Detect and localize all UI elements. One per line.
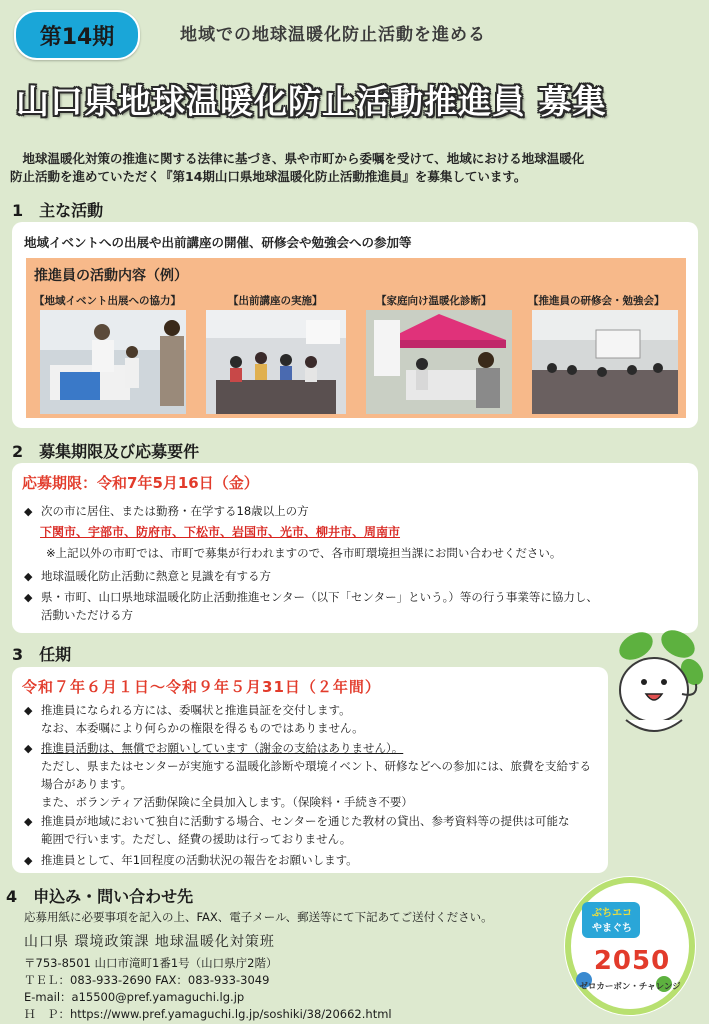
requirement-1-text: 次の市に居住、または勤務・在学する18歳以上の方 [41,504,309,518]
bullet-icon: ◆ [24,505,33,518]
section-4-heading: 4 申込み・問い合わせ先 [6,887,194,906]
logo-mid-text: やまぐち [592,923,632,934]
logo-top-text: ぶちエコ [592,908,632,919]
section-3-heading: 3 任期 [12,645,72,664]
photo-event [40,310,186,414]
bullet-icon: ◆ [24,591,33,604]
deadline: 応募期限：令和7年5月16日（金） [22,474,259,492]
photo-caption-diagnosis: 【家庭向け温暖化診断】 [376,295,492,307]
photo-caption-training: 【推進員の研修会・勉強会】 [528,295,665,307]
requirement-3-text-2: 活動いただける方 [41,608,133,622]
header-subtitle: 地域での地球温暖化防止活動を進める [180,25,486,45]
intro-line-2: 防止活動を進めていただく『第14期山口県地球温暖化防止活動推進員』を募集しています。 [10,169,527,184]
logo-year: 2050 [593,946,671,976]
office-tel-fax: ＴＥＬ：083-933-2690 FAX：083-933-3049 [24,973,270,987]
term-bullet-3-text-1: 推進員が地域において独自に活動する場合、センターを通じた教材の貸出、参考資料等の提供は可能な [41,814,570,828]
office-website[interactable]: Ｈ Ｐ：https://www.pref.yamaguchi.lg.jp/soshiki/38/20662.html [24,1007,392,1021]
examples-heading: 推進員の活動内容（例） [34,268,188,284]
photo-diagnosis [366,310,512,414]
requirement-2-text: 地球温暖化防止活動に熱意と見識を有する方 [41,569,271,583]
bullet-icon: ◆ [24,742,33,755]
bullet-icon: ◆ [24,704,33,717]
term-bullet-2-text-1: 推進員活動は、無償でお願いしています（謝金の支給はありません）。 [41,741,404,755]
photo-training [532,310,678,414]
requirement-3 [24,589,598,606]
term-bullet-2-text-4: また、ボランティア活動保険に全員加入します。（保険料・手続き不要） [41,795,413,809]
other-municipalities-note: ※上記以外の市町では、市町で募集が行われますので、各市町環境担当課にお問い合わせください。 [46,546,562,560]
section-2-heading: 2 募集期限及び応募要件 [12,442,200,461]
term-bullet-1-text-1: 推進員になられる方には、委嘱状と推進員証を交付します。 [41,703,351,717]
term-bullet-3 [24,813,570,830]
term-bullet-2 [24,740,403,757]
photo-caption-event: 【地域イベント出展への協力】 [34,295,181,307]
bullet-icon: ◆ [24,815,33,828]
term-bullet-2-text-2: ただし、県またはセンターが実施する温暖化診断や環境イベント、研修などへの参加には、旅費を支給する [41,759,592,773]
activity-description: 地域イベントへの出展や出前講座の開催、研修会や勉強会への参加等 [24,235,412,250]
bullet-icon: ◆ [24,854,33,867]
photo-lecture [206,310,346,414]
office-name: 山口県 環境政策課 地球温暖化対策班 [24,934,275,950]
requirement-1 [24,503,309,520]
requirement-3-text-1: 県・市町、山口県地球温暖化防止活動推進センター（以下「センター」という。）等の行う事業等に協力し、 [41,590,598,604]
office-address: 〒753-8501 山口市滝町1番1号（山口県庁2階） [24,956,278,970]
page-title: 山口県地球温暖化防止活動推進員 募集 [16,82,607,121]
term-bullet-4 [24,852,358,869]
zero-carbon-logo [560,872,700,1020]
logo-bottom-text: ゼロカーボン・チャレンジ [579,982,681,992]
photo-caption-lecture: 【出前講座の実施】 [228,295,323,307]
period-badge: 第14期 [14,10,140,60]
bullet-icon: ◆ [24,570,33,583]
intro-line-1: 地球温暖化対策の推進に関する法律に基づき、県や市町から委嘱を受けて、地域における地球温暖化 [10,151,585,166]
term-bullet-1 [24,702,351,719]
office-email[interactable]: E-mail：a15500@pref.yamaguchi.lg.jp [24,990,245,1004]
term-period: 令和７年６月１日～令和９年５月31日（２年間） [22,678,381,696]
term-bullet-1-text-2: なお、本委嘱により何らかの権限を得るものではありません。 [41,721,364,735]
intro-text [10,150,702,186]
term-bullet-4-text: 推進員として、年1回程度の活動状況の報告をお願いします。 [41,853,358,867]
section-1-heading: 1 主な活動 [12,201,104,220]
mascot-illustration [606,624,706,744]
requirement-2 [24,568,271,585]
eligible-cities: 下関市、宇部市、防府市、下松市、岩国市、光市、柳井市、周南市 [40,525,401,539]
term-bullet-2-text-3: 場合があります。 [41,777,133,791]
application-instructions: 応募用紙に必要事項を記入の上、FAX、電子メール、郵送等にて下記あてご送付ください。 [24,910,493,924]
term-bullet-3-text-2: 範囲で行います。ただし、経費の援助は行っておりません。 [41,832,352,846]
